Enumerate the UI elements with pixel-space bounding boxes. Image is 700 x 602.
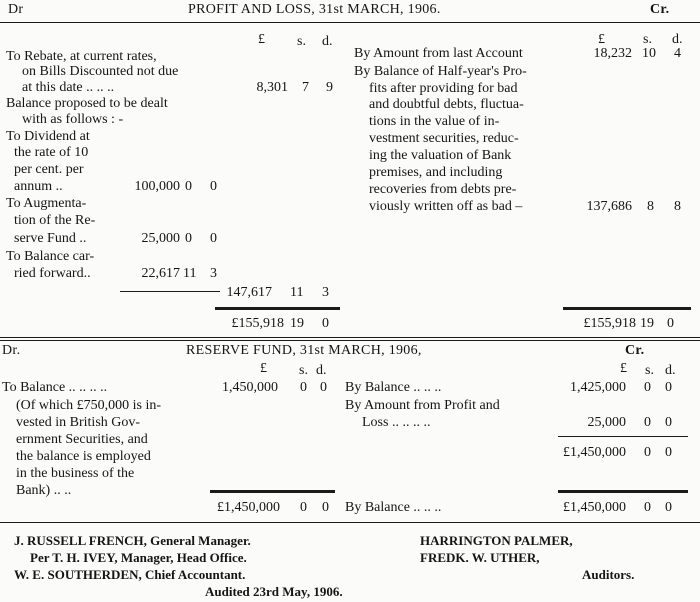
pl-halfyear-line: By Balance of Half-year's Pro-	[354, 64, 527, 79]
pl-dividend-pounds: 100,000	[134, 179, 180, 194]
pl-halfyear-d: 8	[674, 199, 681, 214]
signatory-line: J. RUSSELL FRENCH, General Manager.	[14, 533, 251, 548]
rf-debit-total-d: 0	[322, 500, 329, 515]
rf-closing-label: By Balance .. .. ..	[345, 500, 442, 515]
pl-title: PROFIT AND LOSS, 31st MARCH, 1906.	[188, 2, 441, 17]
rf-credit-subtotal-rule	[558, 436, 688, 437]
pl-debit-total-pounds: £155,918	[231, 316, 284, 331]
rf-note-line: vested in British Gov-	[16, 415, 141, 430]
pl-carried-d: 3	[210, 266, 217, 281]
rf-profit-d: 0	[665, 415, 672, 430]
pl-halfyear-line: tions in the value of in-	[369, 114, 500, 129]
pl-reserve-s: 0	[185, 231, 192, 246]
pl-cr-label: Cr.	[650, 2, 670, 17]
rf-credit-balance-s: 0	[644, 380, 651, 395]
pl-reserve-line: tion of the Re-	[14, 213, 96, 228]
rf-debit-total-pounds: £1,450,000	[217, 500, 280, 515]
pl-carried-line: ried forward..	[14, 266, 91, 281]
pl-reserve-line: To Augmenta-	[6, 196, 87, 211]
rf-credit-subtotal-pounds: £1,450,000	[563, 445, 626, 460]
pl-last-account-pounds: 18,232	[593, 46, 632, 61]
rf-balance-s: 0	[300, 380, 307, 395]
pl-dividend-line: the rate of 10	[14, 145, 89, 160]
pl-debit-s-head: s.	[297, 34, 306, 49]
pl-credit-total-d: 0	[667, 316, 674, 331]
pl-halfyear-pounds: 137,686	[586, 199, 632, 214]
pl-last-account-s: 10	[642, 46, 656, 61]
rf-note-line: ernment Securities, and	[16, 432, 148, 447]
pl-reserve-d: 0	[210, 231, 217, 246]
rf-debit-total-s: 0	[300, 500, 307, 515]
pl-dividend-line: per cent. per	[14, 162, 84, 177]
pl-debit-total-d: 0	[322, 316, 329, 331]
rf-credit-pound-head: £	[620, 361, 627, 376]
pl-halfyear-line: fits after providing for bad	[369, 81, 518, 96]
rf-balance-label: To Balance .. .. .. ..	[2, 380, 108, 395]
pl-dr-label: Dr	[8, 2, 24, 17]
pl-carried-s: 11	[183, 266, 197, 281]
pl-credit-d-head: d.	[672, 32, 683, 47]
pl-last-account-label: By Amount from last Account	[354, 46, 523, 61]
pl-rebate-d: 9	[326, 80, 333, 95]
rf-debit-s-head: s.	[299, 363, 308, 378]
rf-note-line: the balance is employed	[16, 449, 151, 464]
rf-debit-d-head: d.	[316, 363, 327, 378]
pl-halfyear-line: and doubtful debts, fluctua-	[369, 97, 524, 112]
pl-halfyear-line: premises, and including	[369, 165, 503, 180]
pl-subtotal-rule	[120, 291, 220, 292]
pl-debit-pound-head: £	[258, 32, 265, 47]
rf-profit-pounds: 25,000	[587, 415, 626, 430]
auditors-label: Auditors.	[582, 567, 635, 582]
pl-balance-line: with as follows : -	[22, 112, 124, 127]
signatory-line: Per T. H. IVEY, Manager, Head Office.	[30, 550, 247, 565]
rf-credit-d-head: d.	[665, 363, 676, 378]
rf-balance-pounds: 1,450,000	[222, 380, 278, 395]
footer-divider	[0, 522, 700, 523]
pl-halfyear-line: viously written off as bad –	[369, 199, 523, 214]
rf-credit-balance-d: 0	[665, 380, 672, 395]
rf-profit-line: By Amount from Profit and	[345, 398, 500, 413]
pl-carried-pounds: 22,617	[141, 266, 180, 281]
pl-halfyear-line: recoveries from debts pre-	[369, 182, 517, 197]
pl-reserve-pounds: 25,000	[141, 231, 180, 246]
pl-rebate-line: To Rebate, at current rates,	[6, 49, 157, 64]
pl-dividend-s: 0	[185, 179, 192, 194]
rf-balance-d: 0	[320, 380, 327, 395]
rf-title: RESERVE FUND, 31st MARCH, 1906,	[186, 343, 422, 358]
pl-carried-line: To Balance car-	[6, 249, 95, 264]
section-divider	[0, 337, 700, 338]
pl-rebate-line: at this date .. .. ..	[22, 80, 115, 95]
rf-credit-balance-label: By Balance .. .. ..	[345, 380, 442, 395]
rf-profit-line: Loss .. .. .. ..	[362, 415, 431, 430]
pl-last-account-d: 4	[674, 46, 681, 61]
pl-debit-d-head: d.	[322, 34, 333, 49]
pl-credit-s-head: s.	[643, 32, 652, 47]
rf-note-line: (Of which £750,000 is in-	[16, 398, 162, 413]
rf-note-line: Bank) .. ..	[16, 483, 72, 498]
rf-credit-subtotal-s: 0	[644, 445, 651, 460]
pl-subtotal-pounds: 147,617	[226, 285, 272, 300]
pl-debit-total-s: 19	[290, 316, 304, 331]
rf-credit-s-head: s.	[645, 363, 654, 378]
rf-closing-d: 0	[665, 500, 672, 515]
pl-halfyear-line: ing the valuation of Bank	[369, 148, 512, 163]
pl-dividend-line: To Dividend at	[6, 129, 90, 144]
pl-debit-total-rule	[215, 307, 340, 310]
rf-closing-pounds: £1,450,000	[563, 500, 626, 515]
auditor-line: FREDK. W. UTHER,	[420, 550, 540, 565]
pl-reserve-line: serve Fund ..	[14, 231, 87, 246]
pl-balance-line: Balance proposed to be dealt	[6, 96, 168, 111]
pl-subtotal-s: 11	[290, 285, 304, 300]
signatory-line: W. E. SOUTHERDEN, Chief Accountant.	[14, 567, 246, 582]
pl-rebate-line: on Bills Discounted not due	[22, 64, 179, 79]
rf-credit-total-rule	[558, 490, 688, 493]
rf-closing-s: 0	[644, 500, 651, 515]
pl-credit-total-s: 19	[640, 316, 654, 331]
pl-credit-total-pounds: £155,918	[583, 316, 636, 331]
pl-halfyear-line: vestment securities, reduc-	[369, 131, 519, 146]
rf-debit-pound-head: £	[260, 361, 267, 376]
pl-dividend-d: 0	[210, 179, 217, 194]
pl-header-rule	[0, 22, 700, 23]
rf-debit-total-rule	[210, 490, 335, 493]
rf-cr-label: Cr.	[625, 343, 645, 358]
rf-dr-label: Dr.	[2, 343, 21, 358]
pl-credit-pound-head: £	[598, 32, 605, 47]
rf-credit-subtotal-d: 0	[665, 445, 672, 460]
pl-rebate-pounds: 8,301	[256, 80, 288, 95]
rf-credit-balance-pounds: 1,425,000	[570, 380, 626, 395]
audited-date: Audited 23rd May, 1906.	[205, 584, 343, 599]
pl-credit-total-rule	[563, 307, 691, 310]
pl-halfyear-s: 8	[647, 199, 654, 214]
rf-profit-s: 0	[644, 415, 651, 430]
pl-subtotal-d: 3	[322, 285, 329, 300]
section-divider-double	[0, 340, 700, 341]
rf-note-line: in the business of the	[16, 466, 135, 481]
auditor-line: HARRINGTON PALMER,	[420, 533, 573, 548]
pl-rebate-s: 7	[302, 80, 309, 95]
pl-dividend-line: annum ..	[14, 179, 63, 194]
